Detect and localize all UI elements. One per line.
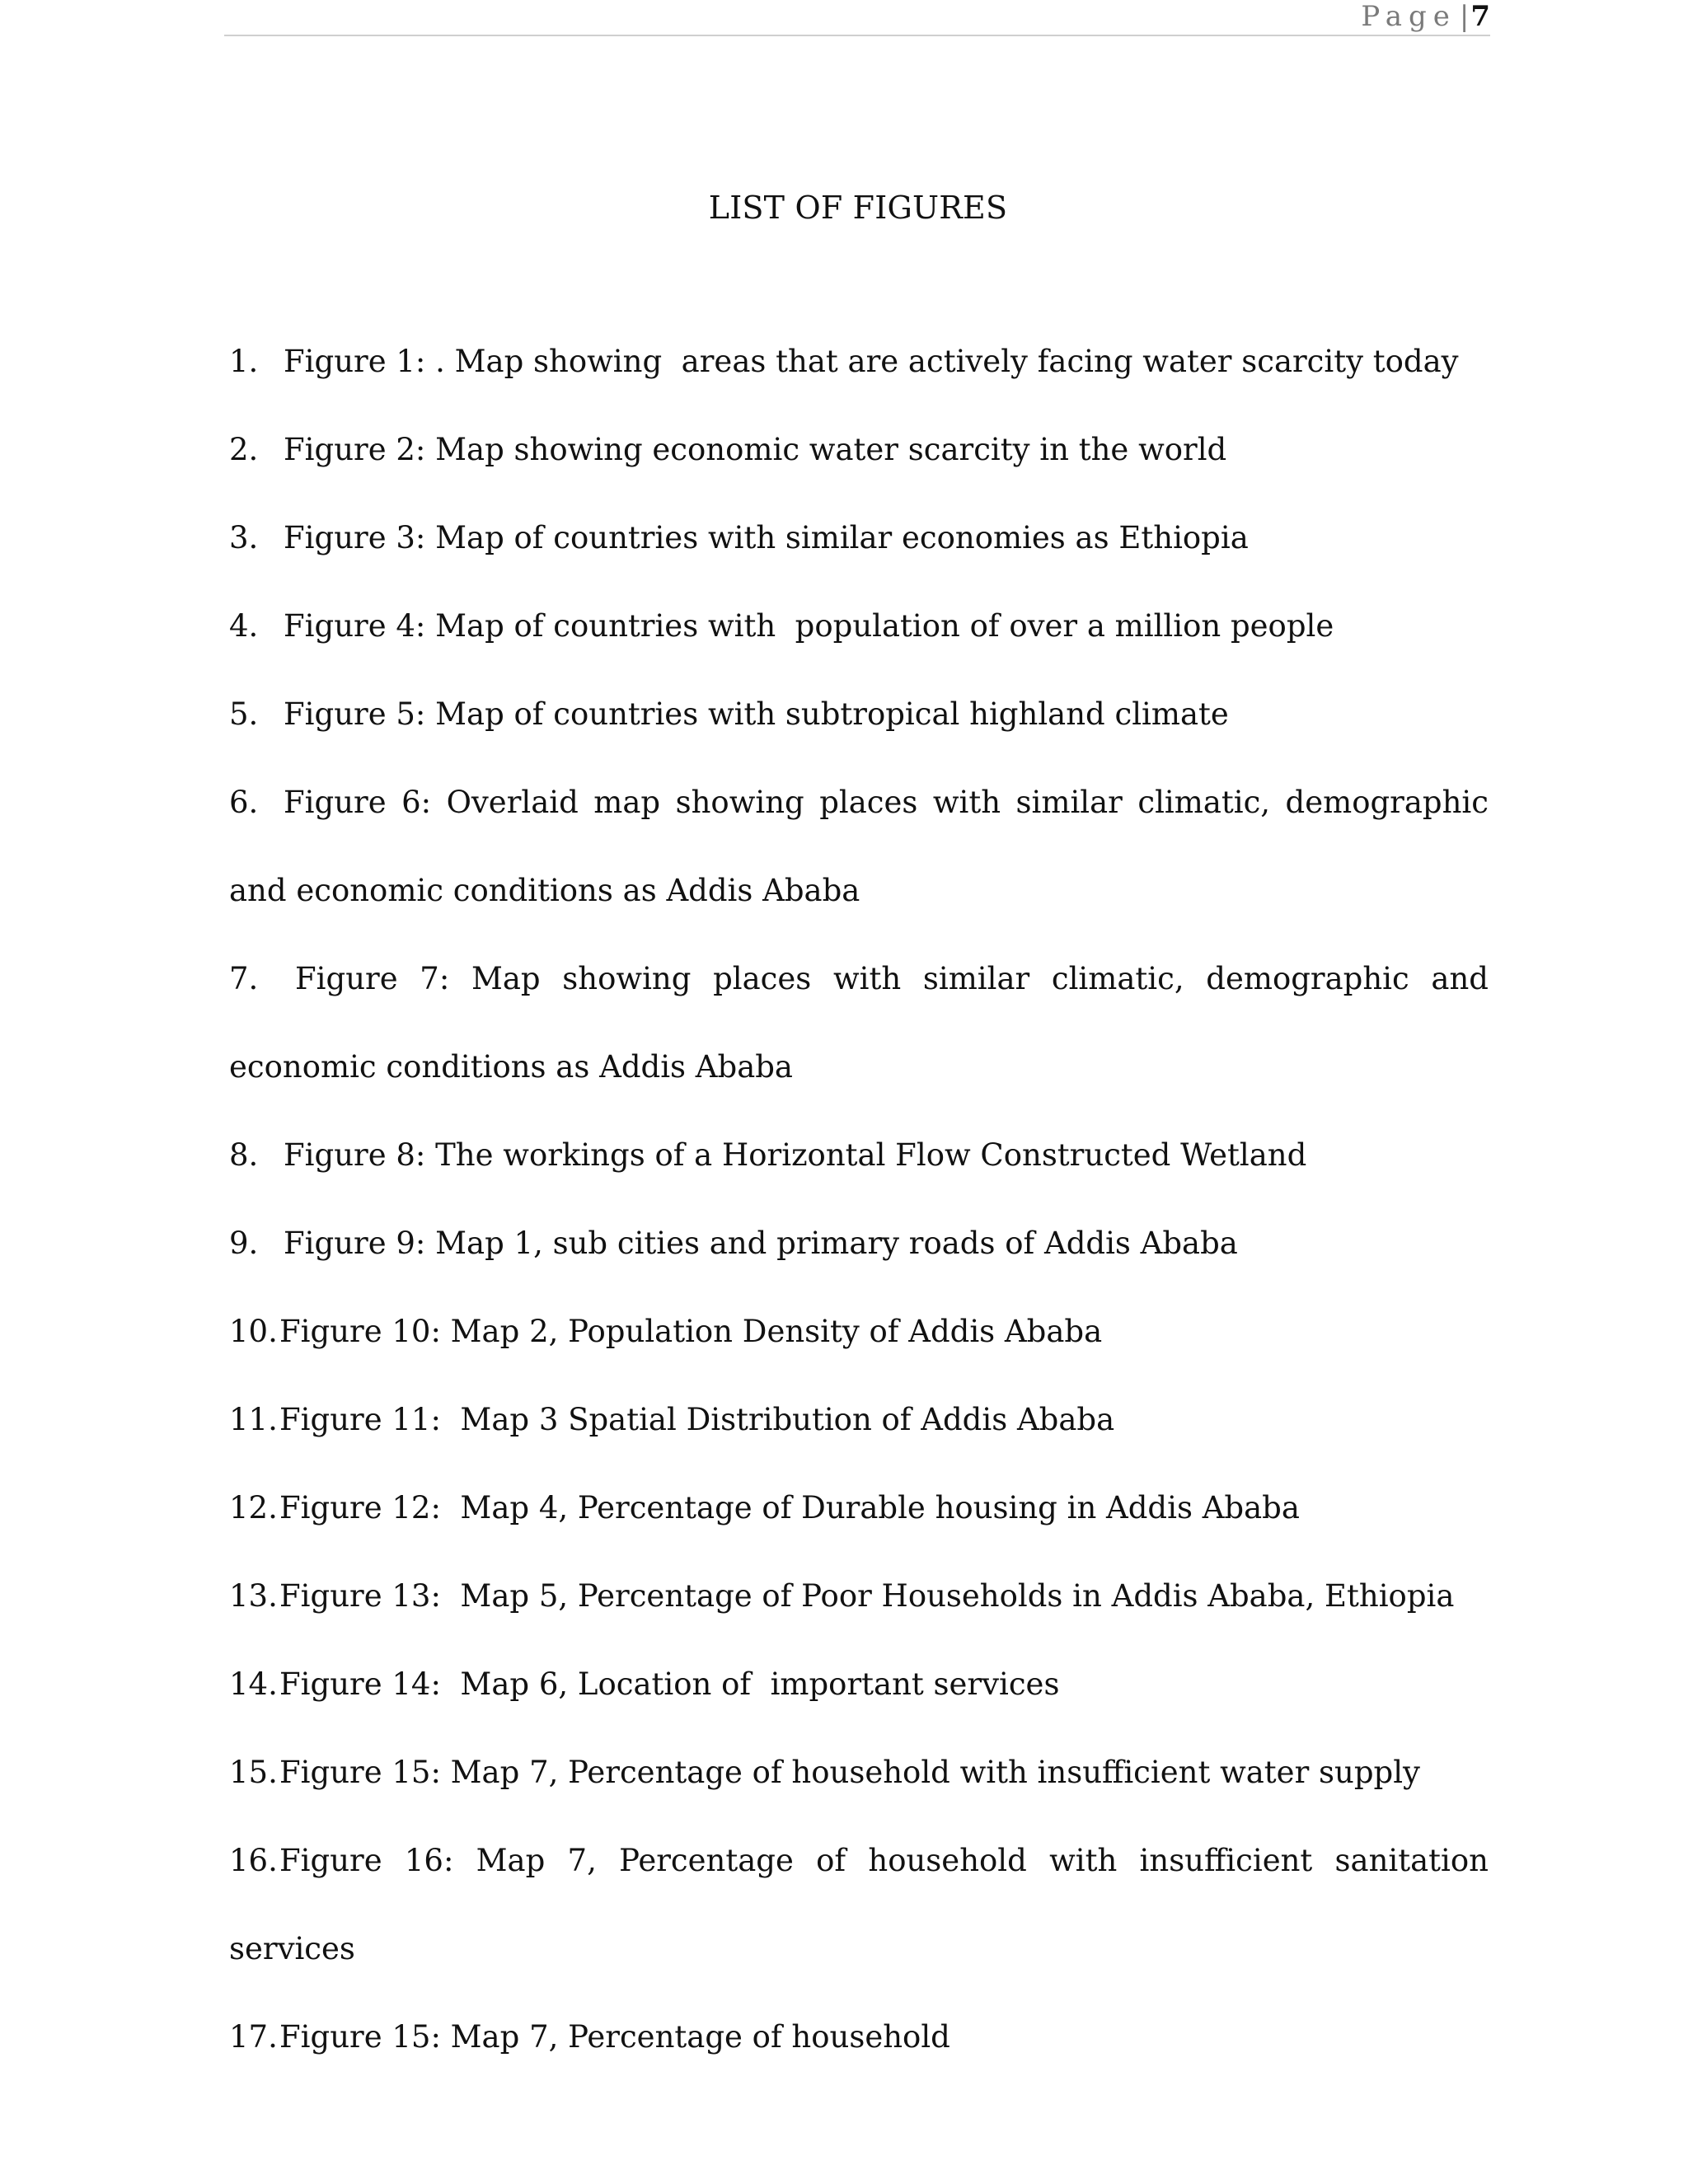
figure-list-item	[229, 935, 1498, 1111]
figure-caption: Figure 3: Map of countries with similar economies as Ethiopia	[284, 520, 1249, 555]
figure-list-item	[229, 494, 1489, 582]
figure-caption: Figure 9: Map 1, sub cities and primary roads of Addis Ababa	[284, 1226, 1238, 1261]
figure-list-item	[229, 1552, 1489, 1640]
figure-list-item	[229, 1640, 1489, 1728]
page-number-label	[1361, 2, 1490, 31]
figure-caption: Figure 8: The workings of a Horizontal Flow Constructed Wetland	[284, 1137, 1307, 1173]
page-word: Page	[1361, 0, 1456, 33]
figure-list-item	[229, 670, 1489, 758]
figure-caption: Figure 10: Map 2, Population Density of Addis Ababa	[279, 1314, 1103, 1349]
figure-number: 8.	[229, 1137, 259, 1173]
page-header	[224, 0, 1490, 36]
figure-list-item	[229, 1993, 1489, 2081]
figure-list-item	[229, 1376, 1489, 1464]
figure-caption: Figure 5: Map of countries with subtropical highland climate	[284, 696, 1229, 732]
page-separator: |	[1459, 0, 1470, 33]
figure-number: 7.	[229, 961, 259, 996]
figure-caption: Figure 6: Overlaid map showing places with similar climatic, demographic and economic conditions as Addis Ababa	[229, 785, 1498, 908]
page-number: 7	[1470, 0, 1490, 33]
figure-list-item	[229, 582, 1489, 670]
figure-number: 4.	[229, 608, 259, 644]
figure-list-item	[229, 1728, 1489, 1816]
figure-caption: Figure 11: Map 3 Spatial Distribution of Addis Ababa	[279, 1402, 1115, 1437]
figure-caption: Figure 13: Map 5, Percentage of Poor Households in Addis Ababa, Ethiopia	[279, 1578, 1455, 1614]
figure-number: 10.	[229, 1314, 278, 1349]
figure-caption: Figure 14: Map 6, Location of important services	[279, 1666, 1060, 1702]
figure-number: 13.	[229, 1578, 278, 1614]
figure-list-item	[229, 317, 1489, 405]
figure-number: 6.	[229, 785, 259, 820]
figure-number: 3.	[229, 520, 259, 555]
figure-number: 12.	[229, 1490, 278, 1526]
figure-number: 1.	[229, 344, 259, 379]
figure-list-item	[229, 1464, 1489, 1552]
figure-caption: Figure 7: Map showing places with similar climatic, demographic and economic conditions as Addis Ababa	[229, 961, 1498, 1085]
figure-caption: Figure 1: . Map showing areas that are actively facing water scarcity today	[284, 344, 1459, 379]
figure-caption: Figure 15: Map 7, Percentage of household	[279, 2019, 950, 2055]
figure-number: 15.	[229, 1755, 278, 1790]
figure-number: 2.	[229, 432, 259, 467]
figure-list-item	[229, 1199, 1489, 1287]
figure-number: 11.	[229, 1402, 278, 1437]
figure-caption: Figure 4: Map of countries with population of over a million people	[284, 608, 1334, 644]
figure-number: 17.	[229, 2019, 278, 2055]
figure-number: 9.	[229, 1226, 259, 1261]
figure-list	[229, 317, 1498, 2081]
figure-caption: Figure 15: Map 7, Percentage of household with insufficient water supply	[279, 1755, 1420, 1790]
figure-list-item	[229, 405, 1489, 494]
figure-list-item	[229, 1816, 1498, 1993]
figure-list-item	[229, 1111, 1489, 1199]
figure-caption: Figure 2: Map showing economic water scarcity in the world	[284, 432, 1227, 467]
figure-caption: Figure 12: Map 4, Percentage of Durable housing in Addis Ababa	[279, 1490, 1300, 1526]
figure-list-item	[229, 758, 1498, 935]
figure-number: 14.	[229, 1666, 278, 1702]
list-of-figures-title: LIST OF FIGURES	[708, 190, 1008, 226]
figure-number: 16.	[229, 1843, 278, 1878]
figure-number: 5.	[229, 696, 259, 732]
figure-list-item	[229, 1287, 1489, 1376]
figure-caption: Figure 16: Map 7, Percentage of household with insufficient sanitation services	[229, 1843, 1498, 1966]
